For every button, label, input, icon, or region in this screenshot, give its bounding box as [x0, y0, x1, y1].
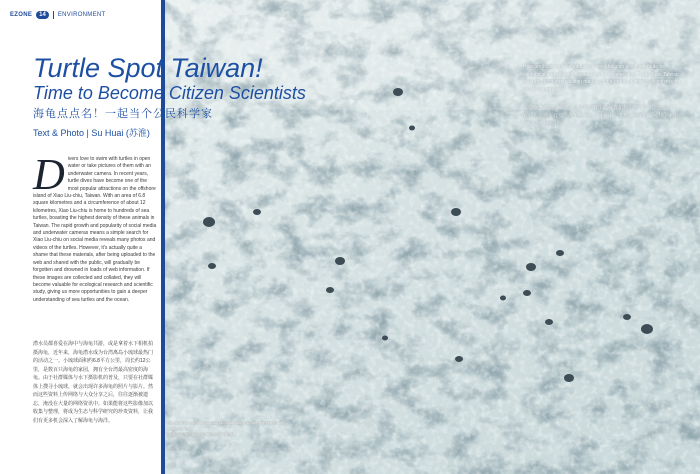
magazine-brand: EZONE: [10, 12, 33, 18]
photo-caption-chinese: 小琉球周边的浅礁是绿蠵龟觅食的地方。: [166, 432, 238, 437]
turtle-icon: [556, 250, 564, 256]
turtle-icon: [208, 263, 216, 269]
turtle-icon: [623, 314, 631, 320]
page-header: [10, 9, 106, 21]
article-body-english: [33, 150, 157, 304]
turtle-icon: [455, 356, 463, 362]
article-title-chinese: 海龟点点名！一起当个公民科学家: [33, 108, 213, 120]
article-title-block: [33, 54, 333, 139]
drop-cap: D: [33, 150, 65, 199]
article-body-english-text: ivers love to swim with turtles in open water or take pictures of them with an underwater camera. In recent years, turtle dives have become one of the most popular attractions on the offshore island of Xiao Liu-chiu, Taiwan. With an area of 6.8 square kilometres and a circumference of about 12 kilometres, Xiao Liu-chiu is home to hundreds of sea turtles, boasting the highest density of these animals in Taiwan. The rapid growth and popularity of social media and underwater cameras means a simple search for Xiao Liu-chiu on social media reveals many photos and videos of the turtles. However, it's actually quite a shame that these materials, after being uploaded to the web and shared with the public, will gradually be forgotten and drowned in loads of web information. If these images are collected and collated, they will become valuable for ecological research and scientific study, giving us more opportunities to gain a deeper understanding of sea turtles and the ocean.: [33, 156, 157, 303]
photo-caption-english: The shallow reef around Xiao Liu-chiu Island is where green turtles forage for food.: [166, 420, 285, 431]
turtle-icon: [526, 263, 536, 271]
turtle-icon: [451, 208, 461, 216]
byline: Text & Photo | Su Huai (苏淮): [33, 128, 150, 138]
turtle-icon: [545, 319, 553, 325]
turtle-icon: [393, 88, 403, 96]
intro-english: How terrific to have a hobby you love that can also contribute to ecological and scientific research at the same time. Turtle Spot Taiwan is a non-profit organization made up of a group of citizen scientists who love sea turtles.: [523, 64, 681, 93]
intro-chinese: 享受自己喜欢的兴趣，同时也能对生态保育和科学研究做出一份心力，有什么比这更好？「海龟点点名」就是由一群热爱海龟的公民科学家组成的非营利组织。: [523, 105, 679, 127]
turtle-icon: [564, 374, 574, 382]
article-body-chinese: 潜水员都喜爱在海中与海龟共游，或是拿着水下相机拍摄海龟，近年来，海龟潜水成为台湾离岛小琉球最热门的活动之一。小琉球面积约6.8平方公里，周长约12公里，是数百只海龟的家园，拥有全台湾最高密度的海龟。由于社群媒体与水下摄影机的普及，只要在社群媒体上搜寻小琉球，就会出现许多海龟的照片与影片。然而这些资料上传网络与大众分享之后，往往逐渐被遗忘，淹没在大量的网络资讯中。如果能将这些影像加以收集与整理，将成为生态与科学研究的珍贵资料，让我们有更多机会深入了解海龟与海洋。: [33, 341, 154, 424]
turtle-icon: [203, 217, 215, 227]
turtle-icon: [335, 257, 345, 265]
header-divider: [53, 11, 54, 19]
turtle-icon: [500, 296, 506, 301]
turtle-icon: [253, 209, 261, 215]
turtle-icon: [409, 126, 415, 131]
turtle-icon: [523, 290, 531, 296]
turtle-icon: [326, 287, 334, 293]
article-subtitle: Time to Become Citizen Scientists: [33, 83, 306, 103]
section-label: ENVIRONMENT: [57, 12, 106, 18]
turtle-icon: [641, 324, 653, 334]
page-number-badge: 14: [36, 11, 49, 19]
turtle-icon: [382, 336, 388, 341]
article-title: Turtle Spot Taiwan!: [33, 53, 263, 83]
